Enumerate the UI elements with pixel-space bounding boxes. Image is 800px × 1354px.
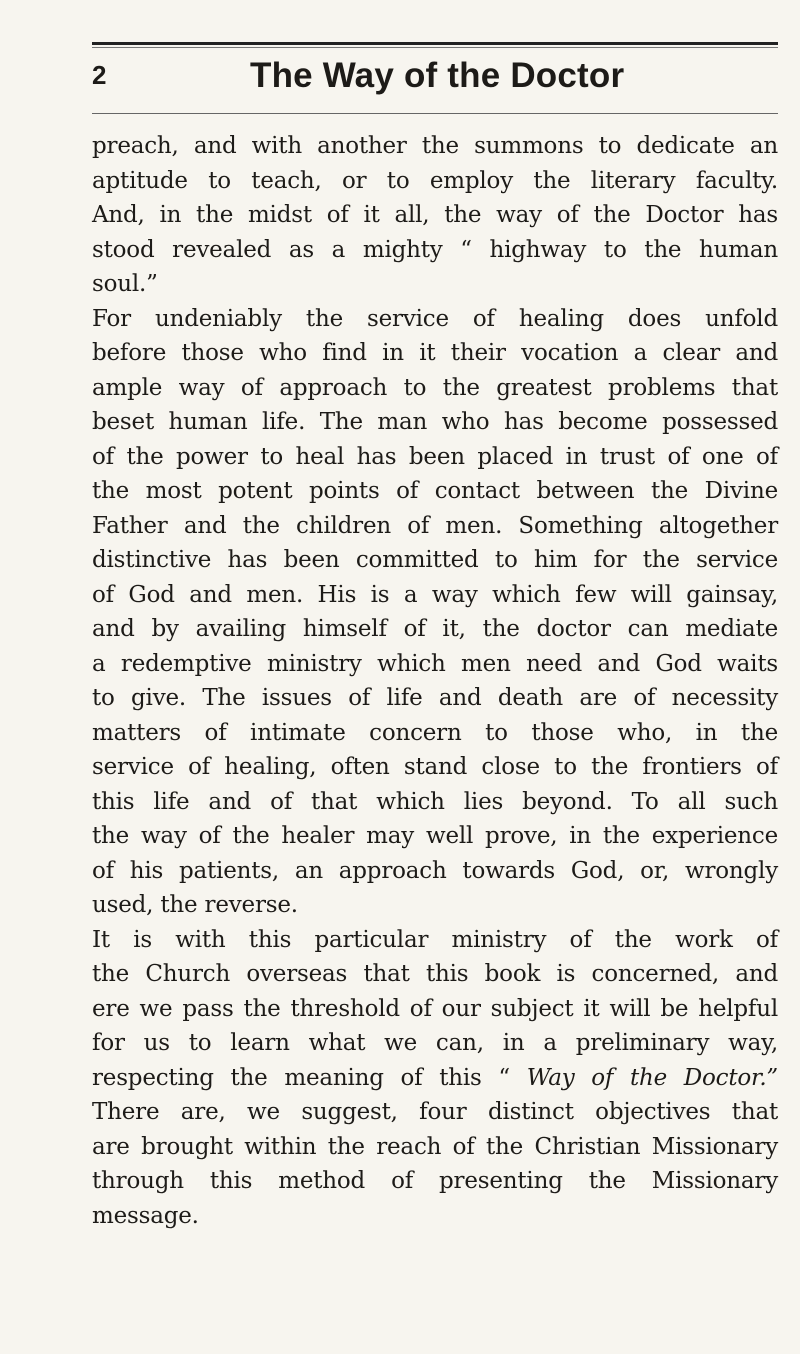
text-line: Father and the children of men. Something altogether: [92, 512, 778, 539]
text-line: aptitude to teach, or to employ the literary faculty.: [92, 167, 778, 194]
text-line: ample way of approach to the greatest problems that: [92, 374, 778, 401]
top-rule: [92, 42, 778, 45]
text-line: And, in the midst of it all, the way of the Doctor has: [92, 202, 778, 228]
text-line-with-italic: [92, 1061, 778, 1096]
text-line: There are, we suggest, four distinct objectives that: [92, 1099, 778, 1125]
text-line: message.: [92, 1202, 199, 1229]
text-line: through this method of presenting the Missionary: [92, 1168, 778, 1194]
text-line: distinctive has been committed to him for the service: [92, 547, 778, 573]
header-underline: [92, 113, 778, 114]
text-line: a redemptive ministry which men need and God waits: [92, 650, 778, 677]
body-text: [92, 129, 778, 1233]
text-line: stood revealed as a mighty “ highway to the human: [92, 236, 778, 263]
text-line: to give. The issues of life and death are of necessity: [92, 685, 778, 711]
text-line: are brought within the reach of the Christian Missionary: [92, 1133, 778, 1160]
text-line: before those who find in it their vocation a clear and: [92, 340, 778, 366]
text-line: of the power to heal has been placed in trust of one of: [92, 443, 778, 470]
top-rule-thin: [92, 47, 778, 48]
text-line: of his patients, an approach towards God, or, wrongly: [92, 857, 778, 884]
text-line: soul.”: [92, 271, 158, 297]
text-line: and by availing himself of it, the doctor can mediate: [92, 616, 778, 642]
text-line: service of healing, often stand close to the frontiers of: [92, 754, 778, 780]
text-line: For undeniably the service of healing does unfold: [92, 305, 778, 332]
italic-title: Way of the Doctor.”: [526, 1064, 778, 1091]
text-line: used, the reverse.: [92, 892, 298, 918]
text-line: It is with this particular ministry of the work of: [92, 926, 778, 953]
text-line: matters of intimate concern to those who, in the: [92, 719, 778, 746]
text-line: the way of the healer may well prove, in the experience: [92, 823, 778, 849]
text-segment: respecting the meaning of this “: [92, 1064, 510, 1091]
text-line: this life and of that which lies beyond. To all such: [92, 788, 778, 815]
running-head-title: The Way of the Doctor: [250, 56, 625, 95]
text-line: the Church overseas that this book is concerned, and: [92, 961, 778, 987]
text-line: of God and men. His is a way which few will gainsay,: [92, 581, 778, 608]
text-line: the most potent points of contact between the Divine: [92, 478, 778, 504]
text-line: for us to learn what we can, in a preliminary way,: [92, 1030, 778, 1056]
text-line: preach, and with another the summons to dedicate an: [92, 133, 778, 159]
page-number: 2: [92, 60, 107, 90]
text-line: ere we pass the threshold of our subject it will be helpful: [92, 995, 778, 1022]
text-line: beset human life. The man who has become possessed: [92, 409, 778, 435]
